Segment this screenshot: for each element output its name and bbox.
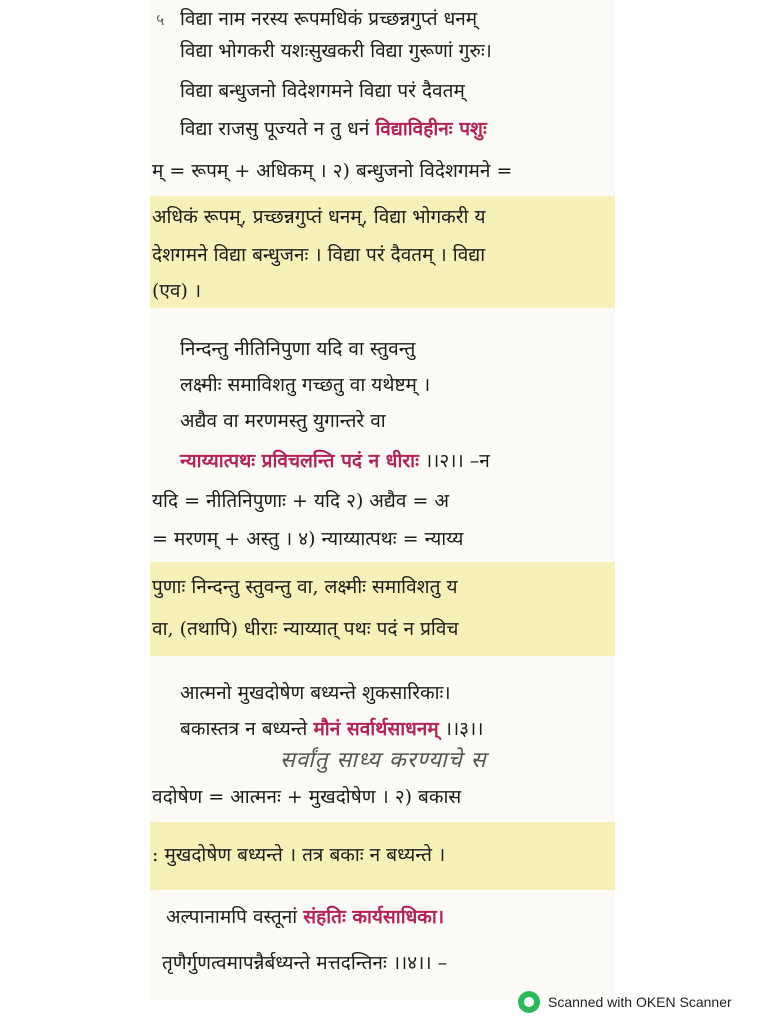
verse2-line4-red: न्याय्यात्पथः प्रविचलन्ति पदं न धीराः: [180, 450, 419, 472]
verse1-line1: विद्या नाम नरस्य रूपमधिकं प्रच्छन्नगुप्तं धनम्: [180, 8, 478, 30]
verse3-sandhi: वदोषेण = आत्मनः + मुखदोषेण । २) बकास: [152, 786, 462, 808]
verse3-line2: [180, 716, 483, 742]
verse2-line1: निन्दन्तु नीतिनिपुणा यदि वा स्तुवन्तु: [180, 338, 416, 360]
verse4-line1: [166, 904, 444, 930]
verse1-line3: विद्या बन्धुजनो विदेशगमने विद्या परं दैवतम्: [180, 80, 465, 102]
verse3-line1: आत्मनो मुखदोषेण बध्यन्ते शुकसारिकाः।: [180, 682, 451, 704]
verse2-sandhi-line1: यदि = नीतिनिपुणाः + यदि २) अद्यैव = अ: [152, 490, 449, 512]
verse3-line2-end: ।।३।।: [444, 718, 484, 740]
verse1-sandhi: म् = रूपम् + अधिकम् । २) बन्धुजनो विदेशगमने =: [152, 160, 513, 182]
verse2-line2: लक्ष्मीः समाविशतु गच्छतु वा यथेष्टम् ।: [180, 374, 431, 396]
verse2-line4: [180, 448, 490, 474]
oken-scanner-logo-icon: [518, 991, 540, 1013]
verse2-anvaya-line1: पुणाः निन्दन्तु स्तुवन्तु वा, लक्ष्मीः समाविशतु य: [152, 576, 458, 598]
verse4-line2: तृणैर्गुणत्वमापन्नैर्बध्यन्ते मत्तदन्तिनः ।।४।। –: [162, 952, 448, 974]
scanned-page: [150, 0, 615, 1000]
verse3-line2-plain: बकास्तत्र न बध्यन्ते: [180, 718, 308, 740]
handwritten-note: सर्वांतु साध्य करण्याचे स: [280, 748, 487, 773]
margin-number-mark: ५: [156, 10, 165, 29]
verse4-line1-red: संहतिः कार्यसाधिका।: [303, 906, 445, 928]
verse4-line1-plain: अल्पानामपि वस्तूनां: [166, 906, 298, 928]
scanner-watermark: [518, 990, 732, 1014]
verse1-line2: विद्या भोगकरी यशःसुखकरी विद्या गुरूणां गुरुः।: [180, 40, 492, 62]
verse2-line3: अद्यैव वा मरणमस्तु युगान्तरे वा: [180, 410, 386, 432]
verse1-line4-plain: विद्या राजसु पूज्यते न तु धनं: [180, 118, 370, 140]
verse2-anvaya-line2: वा, (तथापि) धीराः न्याय्यात् पथः पदं न प्रविच: [152, 618, 459, 640]
scanner-watermark-text: Scanned with OKEN Scanner: [548, 994, 732, 1010]
verse3-line2-red: मौनं सर्वार्थसाधनम्: [313, 718, 439, 740]
verse3-anvaya-line1: : मुखदोषेण बध्यन्ते । तत्र बकाः न बध्यन्ते ।: [152, 844, 446, 866]
verse1-anvaya-line1: अधिकं रूपम्, प्रच्छन्नगुप्तं धनम्, विद्या भोगकरी य: [152, 206, 486, 228]
verse1-anvaya-line2: देशगमने विद्या बन्धुजनः । विद्या परं दैवतम् । विद्या: [152, 244, 486, 266]
verse1-line4: [180, 116, 487, 142]
verse2-line4-plain: ।।२।। –न: [424, 450, 490, 472]
verse2-sandhi-line2: = मरणम् + अस्तु । ४) न्याय्यात्पथः = न्याय्य: [152, 528, 464, 550]
verse1-anvaya-line3: (एव) ।: [152, 280, 202, 302]
verse1-line4-red: विद्याविहीनः पशुः: [375, 118, 487, 140]
